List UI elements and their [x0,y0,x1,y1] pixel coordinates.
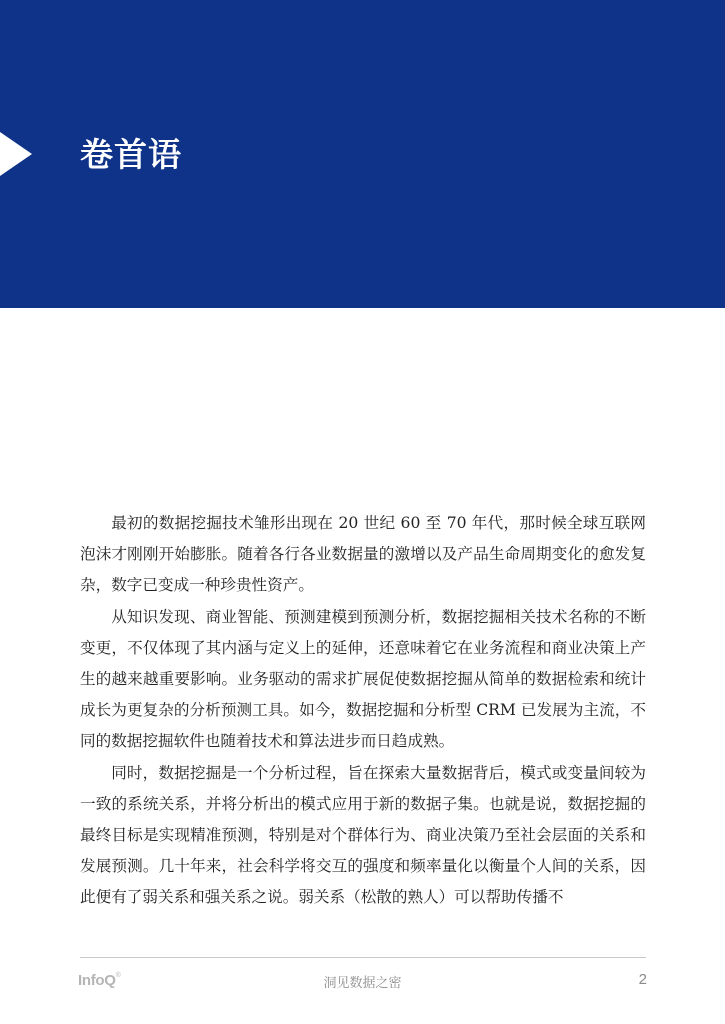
logo-text: InfoQ [78,972,116,989]
page-number: 2 [638,971,647,988]
article-body [80,508,646,914]
header-banner [0,0,725,308]
footer-divider [80,957,646,958]
page-title: 卷首语 [80,135,182,174]
triangle-arrow-icon [0,132,32,176]
paragraph-1: 最初的数据挖掘技术雏形出现在 20 世纪 60 至 70 年代，那时候全球互联网泡沫才刚刚开始膨胀。随着各行各业数据量的激增以及产品生命周期变化的愈发复杂，数字已变成一种珍贵性资产。 [80,514,646,595]
paragraph-3: 同时，数据挖掘是一个分析过程，旨在探索大量数据背后，模式或变量间较为一致的系统关系，并将分析出的模式应用于新的数据子集。也就是说，数据挖掘的最终目标是实现精准预测，特别是对个群体行为、商业决策乃至社会层面的关系和发展预测。几十年来，社会科学将交互的强度和频率量化以衡量个人间的关系，因此便有了弱关系和强关系之说。弱关系（松散的熟人）可以帮助传播不 [80,763,646,907]
footer-title: 洞见数据之密 [323,976,402,991]
logo-registered-mark: ® [115,972,121,979]
paragraph-2: 从知识发现、商业智能、预测建模到预测分析，数据挖掘相关技术名称的不断变更，不仅体现了其内涵与定义上的延伸，还意味着它在业务流程和商业决策上产生的越来越重要影响。业务驱动的需求扩展促使数据挖掘从简单的数据检索和统计成长为更复杂的分析预测工具。如今，数据挖掘和分析型 CRM 已发展为主流，不同的数据挖掘软件也随着技术和算法进步而日趋成熟。 [80,607,646,751]
